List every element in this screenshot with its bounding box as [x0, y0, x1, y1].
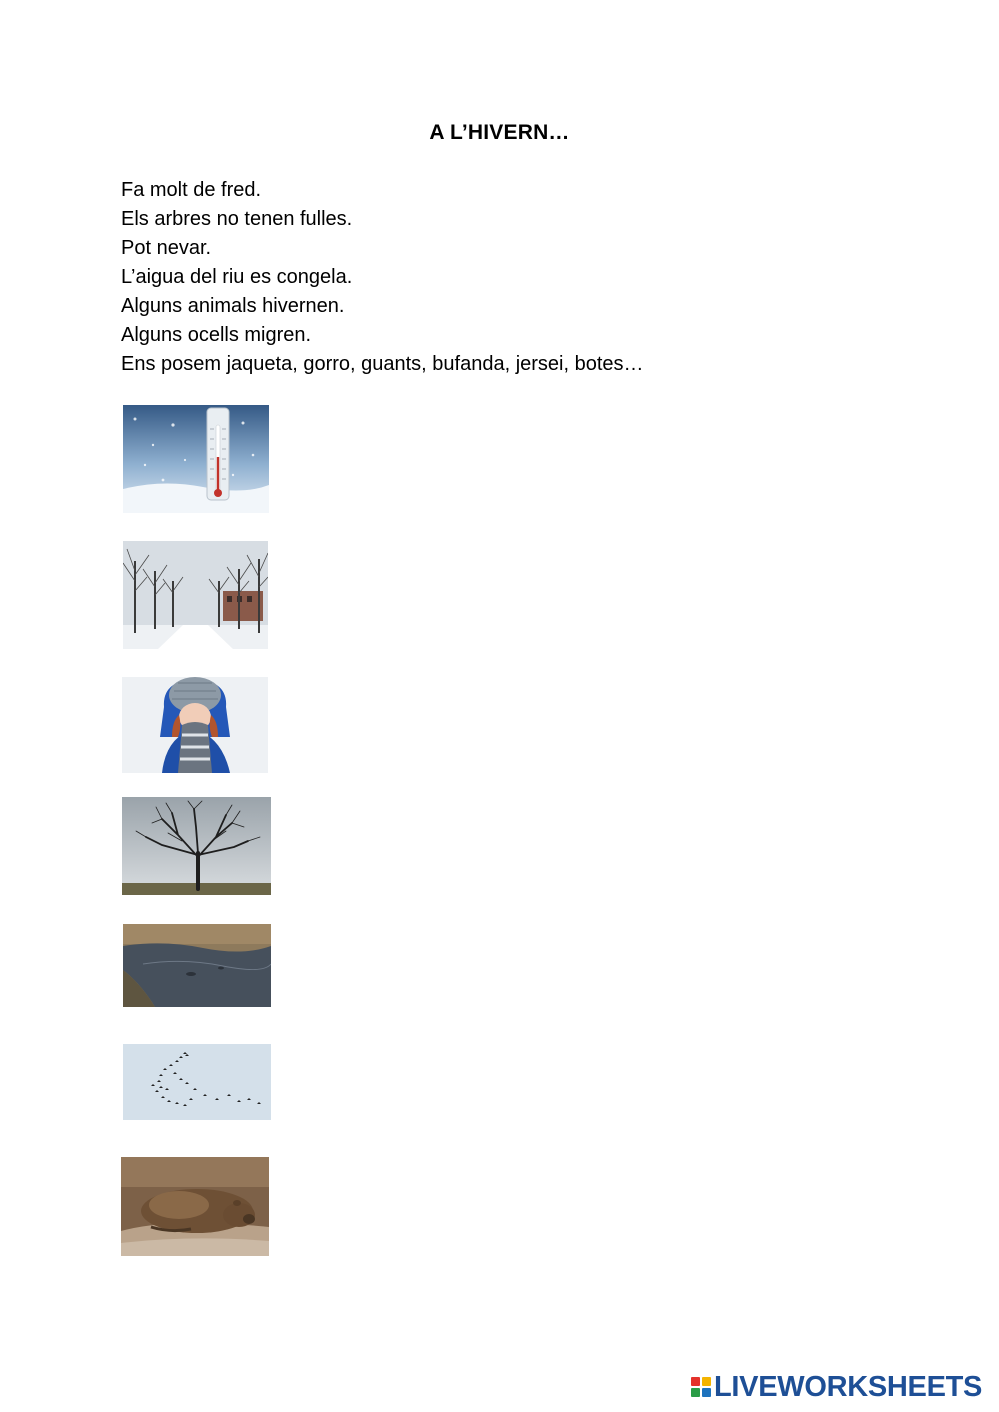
girl-winter-hat-gloves-icon [122, 677, 268, 773]
text-line: Ens posem jaqueta, gorro, guants, bufanda, jersei, botes… [121, 353, 644, 375]
liveworksheets-logo [691, 1372, 982, 1402]
sleeping-bear-icon [121, 1157, 269, 1256]
snowy-avenue-trees-icon [123, 541, 268, 649]
thermometer-snow-icon [123, 405, 269, 513]
page-title: A L’HIVERN… [429, 121, 570, 144]
text-line: Alguns animals hivernen. [121, 295, 345, 317]
migrating-birds-icon [123, 1044, 271, 1120]
bare-tree-icon [122, 797, 271, 895]
brand-square [702, 1388, 711, 1397]
text-lines [121, 176, 644, 379]
river-icon [123, 924, 271, 1007]
brand-mark-icon [691, 1377, 711, 1397]
text-line: L’aigua del riu es congela. [121, 266, 353, 288]
text-line: Els arbres no tenen fulles. [121, 208, 353, 230]
text-line: Alguns ocells migren. [121, 324, 312, 346]
brand-square [702, 1377, 711, 1386]
brand-text: LIVEWORKSHEETS [714, 1371, 983, 1403]
brand-square [691, 1377, 700, 1386]
text-line: Fa molt de fred. [121, 179, 262, 201]
brand-square [691, 1388, 700, 1397]
text-line: Pot nevar. [121, 237, 212, 259]
